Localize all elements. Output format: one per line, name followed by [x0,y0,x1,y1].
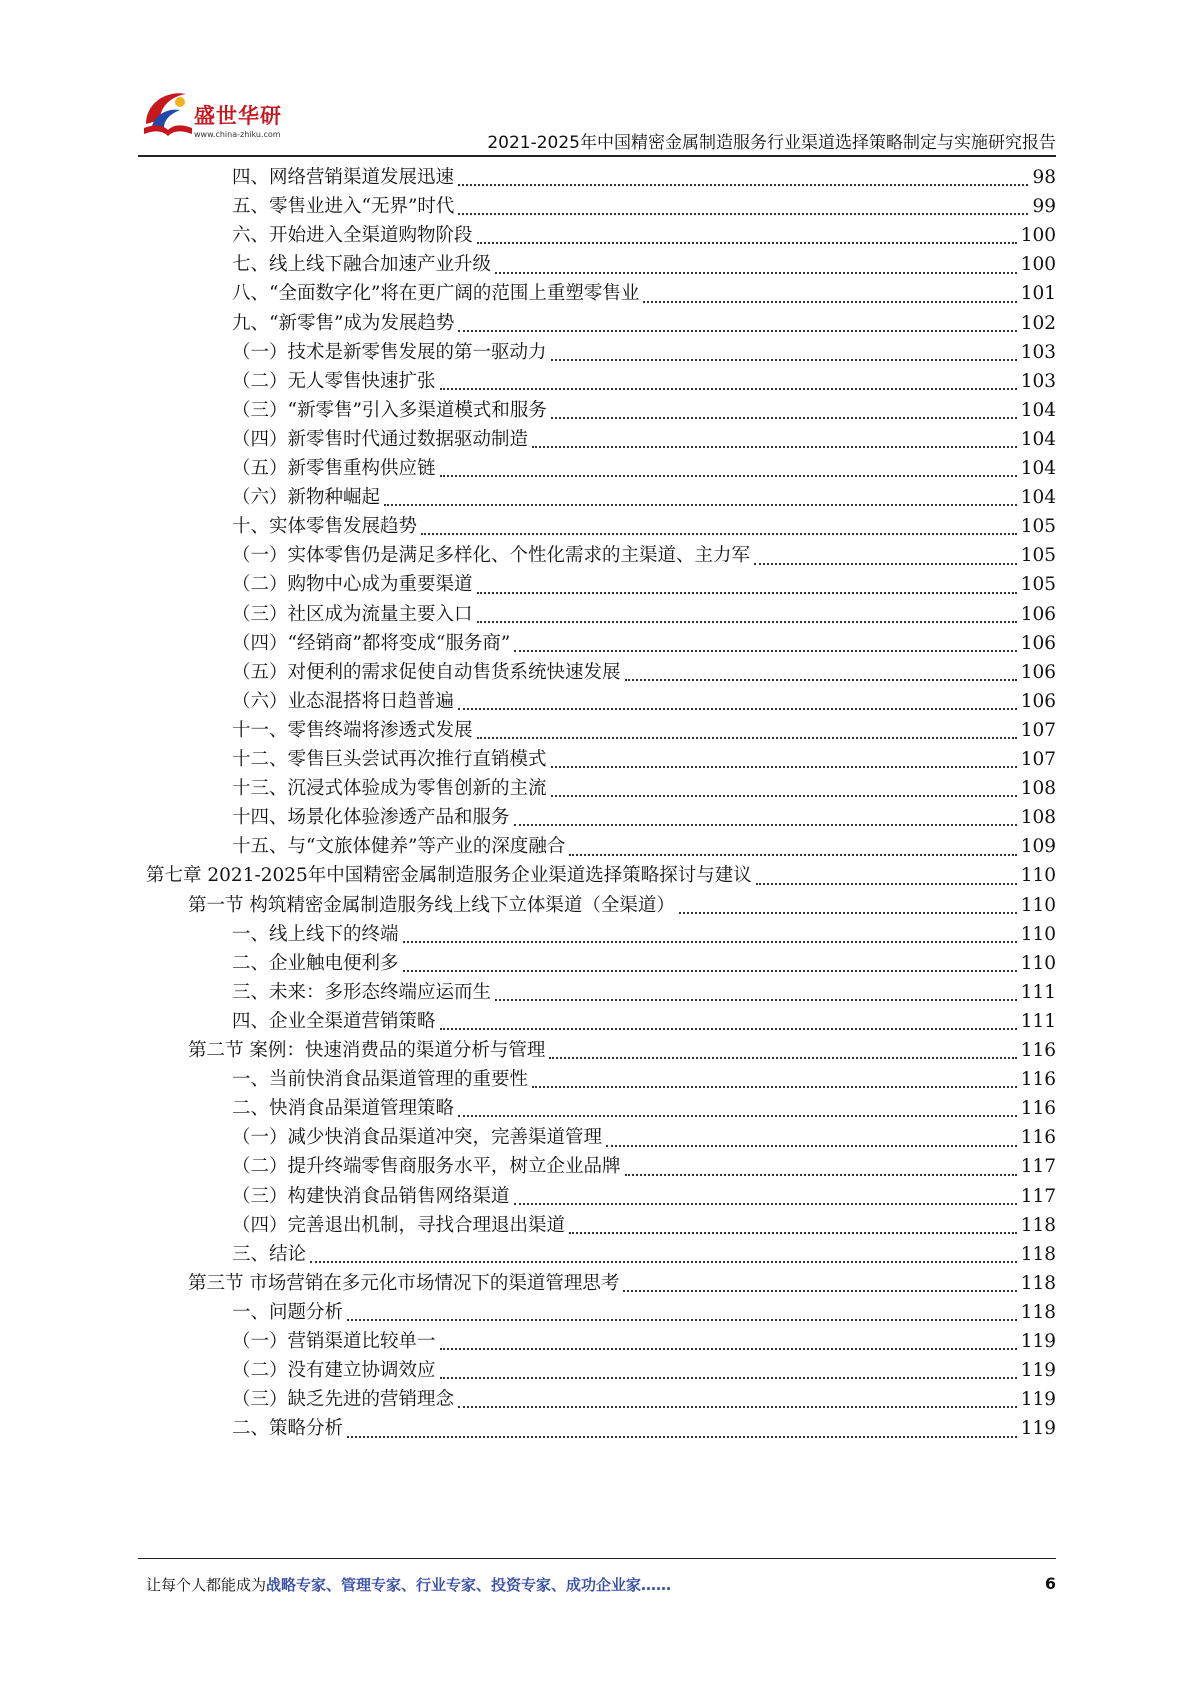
toc-dot-leader [625,678,1017,681]
toc-entry-title: 九、“新零售”成为发展趋势 [232,312,455,334]
toc-entry[interactable] [232,191,1056,223]
toc-entry[interactable] [232,395,1056,427]
toc-entry-page: 107 [1020,719,1056,741]
toc-dot-leader [347,1435,1017,1438]
toc-entry-title: （四）完善退出机制，寻找合理退出渠道 [232,1214,566,1236]
toc-entry[interactable] [232,831,1056,863]
toc-entry-page: 107 [1020,749,1056,770]
toc-entry-page: 104 [1020,458,1056,479]
toc-entry[interactable] [232,1064,1056,1096]
toc-entry-page: 117 [1020,1156,1056,1178]
toc-entry-page: 98 [1032,167,1056,188]
toc-entry[interactable] [232,220,1056,252]
toc-entry-title: 三、未来：多形态终端应运而生 [232,981,492,1003]
toc-entry-page: 103 [1020,370,1056,392]
toc-dot-leader [551,416,1017,419]
toc-entry-title: 二、快消食品渠道管理策略 [232,1098,455,1120]
toc-entry[interactable] [232,249,1056,281]
toc-entry-title: 十一、零售终端将渗透式发展 [232,719,473,741]
toc-entry-title: 八、“全面数字化”将在更广阔的范围上重塑零售业 [232,283,640,305]
toc-entry[interactable] [232,1326,1056,1358]
toc-entry-page: 106 [1020,690,1056,712]
toc-entry[interactable] [232,308,1056,340]
toc-entry-page: 109 [1020,836,1056,858]
toc-dot-leader [477,591,1017,594]
toc-dot-leader [549,1056,1016,1059]
page-header [0,0,1191,160]
toc-entry-page: 119 [1020,1360,1056,1382]
toc-entry-title: 五、零售业进入“无界”时代 [232,196,455,218]
toc-dot-leader [756,882,1017,885]
toc-entry-page: 105 [1020,545,1056,567]
toc-entry-title: （六）业态混搭将日趋普遍 [232,690,455,712]
toc-entry-title: （二）提升终端零售商服务水平，树立企业品牌 [232,1156,621,1178]
toc-entry-title: （四）“经销商”都将变成“服务商” [232,632,511,654]
toc-entry-page: 116 [1020,1098,1056,1120]
toc-entry-title: （一）减少快消食品渠道冲突，完善渠道管理 [232,1127,603,1149]
toc-entry[interactable] [232,511,1056,543]
toc-dot-leader [569,853,1016,856]
toc-entry-title: 十、实体零售发展趋势 [232,516,418,538]
toc-entry-page: 118 [1020,1243,1056,1265]
toc-dot-leader [440,1347,1017,1350]
toc-entry-title: 十二、零售巨头尝试再次推行直销模式 [232,749,547,770]
toc-entry[interactable] [232,1210,1056,1242]
toc-entry-title: （二）没有建立协调效应 [232,1360,436,1382]
toc-entry-title: （一）技术是新零售发展的第一驱动力 [232,341,547,363]
toc-entry[interactable] [232,1355,1056,1387]
toc-entry-page: 119 [1020,1418,1056,1440]
toc-dot-leader [458,329,1016,332]
toc-dot-leader [310,1260,1017,1263]
toc-entry-title: 十五、与“文旅体健养”等产业的深度融合 [232,836,566,858]
toc-entry[interactable] [146,860,1056,892]
toc-entry[interactable] [232,1122,1056,1154]
toc-entry[interactable] [232,424,1056,456]
toc-entry-page: 111 [1020,981,1056,1003]
footer-divider [138,1558,1056,1559]
toc-dot-leader [440,387,1017,390]
toc-entry-page: 111 [1020,1010,1056,1032]
toc-entry-title: 第二节 案例：快速消费品的渠道分析与管理 [188,1040,546,1061]
toc-entry-page: 101 [1020,283,1056,305]
toc-entry[interactable] [232,162,1056,194]
toc-dot-leader [754,562,1017,565]
toc-entry[interactable] [232,453,1056,485]
toc-entry[interactable] [232,482,1056,514]
toc-entry[interactable] [232,773,1056,805]
toc-entry-page: 110 [1020,894,1056,916]
toc-entry[interactable] [232,1413,1056,1445]
toc-entry-title: （六）新物种崛起 [232,487,381,509]
toc-dot-leader [440,1027,1017,1030]
toc-entry-title: 十三、沉浸式体验成为零售创新的主流 [232,778,547,800]
toc-entry[interactable] [188,1035,1056,1067]
toc-entry-title: 七、线上线下融合加速产业升级 [232,254,492,276]
toc-entry[interactable] [188,1268,1056,1300]
toc-entry-page: 110 [1020,952,1056,974]
toc-entry-page: 118 [1020,1214,1056,1236]
toc-entry-page: 104 [1020,399,1056,421]
toc-entry[interactable] [232,540,1056,572]
toc-entry-title: 十四、场景化体验渗透产品和服务 [232,807,510,829]
toc-dot-leader [477,736,1017,739]
toc-dot-leader [551,765,1017,768]
toc-entry[interactable] [232,1239,1056,1271]
toc-entry[interactable] [232,715,1056,747]
toc-dot-leader [403,940,1017,943]
toc-entry-title: 一、当前快消食品渠道管理的重要性 [232,1069,529,1091]
toc-entry-title: 四、网络营销渠道发展迅速 [232,167,455,188]
toc-entry[interactable] [232,977,1056,1009]
toc-entry-title: （二）购物中心成为重要渠道 [232,574,473,596]
toc-dot-leader [643,300,1016,303]
toc-dot-leader [532,445,1017,448]
toc-entry-page: 105 [1020,516,1056,538]
toc-entry-title: 三、结论 [232,1243,307,1265]
toc-entry-page: 102 [1020,312,1056,334]
toc-entry[interactable] [232,1297,1056,1329]
toc-entry-page: 108 [1020,807,1056,829]
toc-entry-page: 116 [1020,1069,1056,1091]
toc-dot-leader [514,649,1016,652]
logo-book-icon [138,84,198,144]
toc-entry-page: 116 [1020,1040,1056,1061]
toc-dot-leader [551,794,1017,797]
toc-entry[interactable] [232,337,1056,369]
toc-entry[interactable] [232,1384,1056,1416]
toc-entry[interactable] [232,1151,1056,1183]
toc-dot-leader [347,1318,1017,1321]
company-logo [138,84,288,150]
toc-entry-page: 99 [1032,196,1056,218]
toc-dot-leader [403,969,1017,972]
toc-entry-title: 第三节 市场营销在多元化市场情况下的渠道管理思考 [188,1272,620,1294]
toc-entry-title: 二、企业触电便利多 [232,952,399,974]
toc-entry-title: 一、线上线下的终端 [232,923,399,945]
toc-dot-leader [440,1376,1017,1379]
toc-dot-leader [495,271,1017,274]
toc-entry-page: 117 [1020,1185,1056,1207]
page-footer [146,1574,1056,1598]
toc-entry-title: 第一节 构筑精密金属制造服务线上线下立体渠道（全渠道） [188,894,675,916]
footer-slogan-emphasis: 战略专家、管理专家、行业专家、投资专家、成功企业家…… [266,1576,672,1594]
toc-dot-leader [440,474,1017,477]
toc-entry-title: （三）“新零售”引入多渠道模式和服务 [232,399,547,421]
toc-entry[interactable] [232,919,1056,951]
report-title: 2021-2025年中国精密金属制造服务行业渠道选择策略制定与实施研究报告 [487,133,1056,153]
toc-entry-title: 二、策略分析 [232,1418,344,1440]
toc-entry-page: 106 [1020,661,1056,683]
toc-dot-leader [477,620,1017,623]
toc-entry[interactable] [232,599,1056,631]
toc-entry-page: 106 [1020,603,1056,625]
toc-entry[interactable] [232,1181,1056,1213]
toc-entry-title: （五）新零售重构供应链 [232,458,436,479]
toc-entry-page: 104 [1020,487,1056,509]
toc-entry-title: （一）实体零售仍是满足多样化、个性化需求的主渠道、主力军 [232,545,751,567]
toc-dot-leader [421,532,1017,535]
logo-url: www.china-zhiku.com [194,130,281,139]
toc-entry-title: （三）缺乏先进的营销理念 [232,1389,455,1411]
toc-entry[interactable] [232,366,1056,398]
toc-entry-page: 105 [1020,574,1056,596]
toc-dot-leader [458,707,1017,710]
toc-entry-page: 119 [1020,1331,1056,1352]
toc-entry[interactable] [232,686,1056,718]
toc-entry-title: （五）对便利的需求促使自动售货系统快速发展 [232,661,621,683]
toc-dot-leader [514,1202,1017,1205]
toc-dot-leader [458,212,1028,215]
toc-entry-title: （一）营销渠道比较单一 [232,1331,436,1352]
toc-entry-title: （二）无人零售快速扩张 [232,370,436,392]
toc-entry[interactable] [232,802,1056,834]
toc-dot-leader [679,911,1017,914]
toc-entry[interactable] [232,569,1056,601]
toc-entry-page: 116 [1020,1127,1056,1149]
toc-dot-leader [495,998,1017,1001]
toc-entry[interactable] [232,278,1056,310]
toc-entry-page: 110 [1020,865,1056,887]
toc-entry-title: 六、开始进入全渠道购物阶段 [232,225,473,247]
logo-name: 盛世华研 [194,104,282,128]
toc-entry-page: 106 [1020,632,1056,654]
toc-dot-leader [569,1231,1017,1234]
toc-entry-title: （三）社区成为流量主要入口 [232,603,473,625]
toc-entry-page: 118 [1020,1301,1056,1323]
toc-entry-page: 119 [1020,1389,1056,1411]
toc-entry-title: （三）构建快消食品销售网络渠道 [232,1185,510,1207]
toc-entry-page: 104 [1020,428,1056,450]
toc-dot-leader [458,1114,1017,1117]
footer-slogan-lead: 让每个人都能成为 [146,1576,267,1594]
toc-entry-title: 一、问题分析 [232,1301,344,1323]
toc-dot-leader [458,1405,1017,1408]
toc-entry[interactable] [232,1093,1056,1125]
toc-dot-leader [551,358,1017,361]
toc-dot-leader [477,241,1017,244]
toc-dot-leader [514,823,1017,826]
header-divider [138,155,1056,157]
toc-entry-title: （四）新零售时代通过数据驱动制造 [232,428,529,450]
toc-entry-page: 108 [1020,778,1056,800]
toc-entry[interactable] [232,948,1056,980]
toc-dot-leader [623,1289,1016,1292]
toc-entry-page: 100 [1020,225,1056,247]
toc-dot-leader [625,1173,1017,1176]
toc-entry[interactable] [232,1006,1056,1038]
toc-dot-leader [384,503,1017,506]
toc-entry[interactable] [232,744,1056,776]
toc-entry[interactable] [232,657,1056,689]
toc-entry-page: 103 [1020,341,1056,363]
toc-entry[interactable] [188,890,1056,922]
toc-entry-title: 第七章 2021-2025年中国精密金属制造服务企业渠道选择策略探讨与建议 [146,865,752,887]
toc-entry-page: 118 [1020,1272,1056,1294]
toc-entry-title: 四、企业全渠道营销策略 [232,1010,436,1032]
toc-dot-leader [532,1085,1017,1088]
toc-dot-leader [606,1144,1017,1147]
toc-dot-leader [458,183,1028,186]
page-number: 6 [1044,1574,1056,1593]
toc-entry[interactable] [232,628,1056,660]
toc-entry-page: 110 [1020,923,1056,945]
toc-entry-page: 100 [1020,254,1056,276]
